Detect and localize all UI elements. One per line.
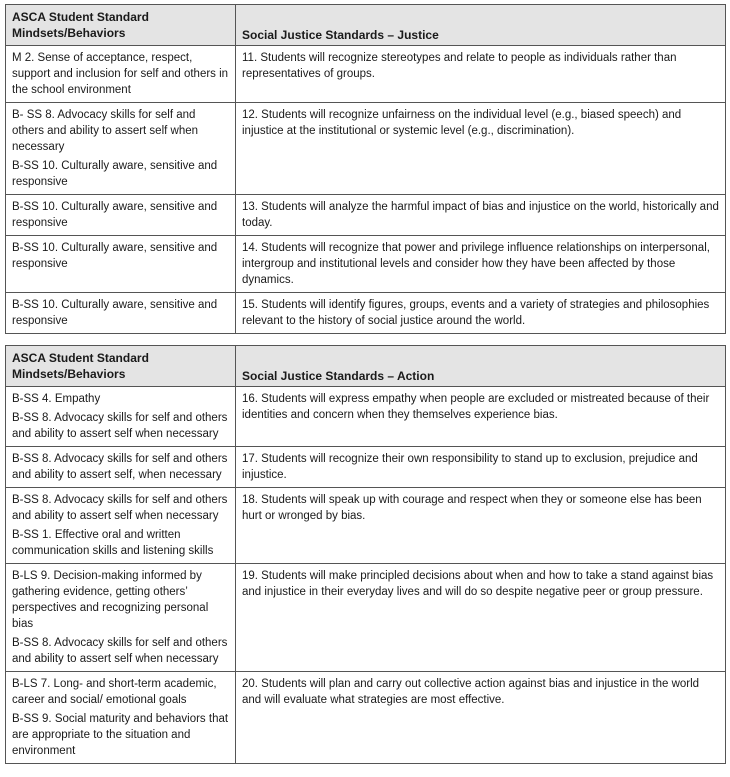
header-asca-mindsets: ASCA Student Standard Mindsets/Behaviors [6,5,236,46]
table-row [6,103,726,195]
social-justice-standard-cell: 16. Students will express empathy when people are excluded or mistreated because of their identities and concern when they themselves experience bias. [236,387,726,447]
table-row [6,195,726,236]
asca-standard-item: B-SS 10. Culturally aware, sensitive and responsive [12,201,218,229]
header-asca-mindsets: ASCA Student Standard Mindsets/Behaviors [6,346,236,387]
asca-standard-item: B-LS 7. Long- and short-term academic, career and social/ emotional goals [12,678,217,706]
table-row [6,672,726,764]
asca-standard-item: B-SS 1. Effective oral and written communication skills and listening skills [12,529,214,557]
table-row [6,46,726,103]
social-justice-standard-cell: 18. Students will speak up with courage and respect when they or someone else has been hurt or wronged by bias. [236,488,726,564]
social-justice-standard-cell: 19. Students will make principled decisions about when and how to take a stand against bias and injustice in their everyday lives and will do so despite negative peer or group pressure. [236,564,726,672]
asca-standard-cell [6,564,236,672]
social-justice-standard-cell: 13. Students will analyze the harmful impact of bias and injustice on the world, historically and today. [236,195,726,236]
asca-standard-cell [6,447,236,488]
asca-standard-item: B- SS 8. Advocacy skills for self and others and ability to assert self when necessary [12,109,199,153]
asca-standard-cell [6,46,236,103]
asca-standard-item: B-SS 8. Advocacy skills for self and others and ability to assert self when necessary [12,494,228,522]
asca-standard-cell [6,236,236,293]
social-justice-standard-cell: 20. Students will plan and carry out collective action against bias and injustice in the world and will evaluate what strategies are most effective. [236,672,726,764]
social-justice-standard-cell: 14. Students will recognize that power and privilege influence relationships on interpersonal, intergroup and institutional levels and consider how they have been affected by those dynamics. [236,236,726,293]
table-header-row [6,5,726,46]
asca-standard-cell [6,672,236,764]
asca-standard-cell [6,195,236,236]
asca-standard-cell [6,293,236,334]
social-justice-standard-cell: 11. Students will recognize stereotypes and relate to people as individuals rather than representatives of groups. [236,46,726,103]
table-row [6,387,726,447]
social-justice-standard-cell: 12. Students will recognize unfairness on the individual level (e.g., biased speech) and injustice at the institutional or systemic level (e.g., discrimination). [236,103,726,195]
asca-standard-item: B-SS 8. Advocacy skills for self and others and ability to assert self when necessary [12,412,228,440]
asca-standard-item: M 2. Sense of acceptance, respect, support and inclusion for self and others in the school environment [12,52,229,96]
table-row [6,236,726,293]
asca-standard-item: B-SS 8. Advocacy skills for self and others and ability to assert self, when necessary [12,453,228,481]
justice-standards-table [5,4,726,334]
table-row [6,488,726,564]
social-justice-standard-cell: 17. Students will recognize their own responsibility to stand up to exclusion, prejudice and injustice. [236,447,726,488]
table-row [6,447,726,488]
header-action-standards: Social Justice Standards – Action [236,346,726,387]
action-standards-table [5,345,726,764]
social-justice-standard-cell: 15. Students will identify figures, groups, events and a variety of strategies and philosophies relevant to the history of social justice around the world. [236,293,726,334]
asca-standard-item: B-LS 9. Decision-making informed by gathering evidence, getting others’ perspectives and recognizing personal bias [12,570,209,630]
asca-standard-cell [6,387,236,447]
table-row [6,293,726,334]
header-justice-standards: Social Justice Standards – Justice [236,5,726,46]
asca-standard-cell [6,103,236,195]
table-header-row [6,346,726,387]
asca-standard-item: B-SS 10. Culturally aware, sensitive and responsive [12,242,218,270]
asca-standard-item: B-SS 4. Empathy [12,393,101,405]
asca-standard-item: B-SS 10. Culturally aware, sensitive and responsive [12,299,218,327]
asca-standard-cell [6,488,236,564]
asca-standard-item: B-SS 8. Advocacy skills for self and others and ability to assert self when necessary [12,637,228,665]
asca-standard-item: B-SS 9. Social maturity and behaviors that are appropriate to the situation and environment [12,713,229,757]
asca-standard-item: B-SS 10. Culturally aware, sensitive and responsive [12,160,218,188]
table-row [6,564,726,672]
